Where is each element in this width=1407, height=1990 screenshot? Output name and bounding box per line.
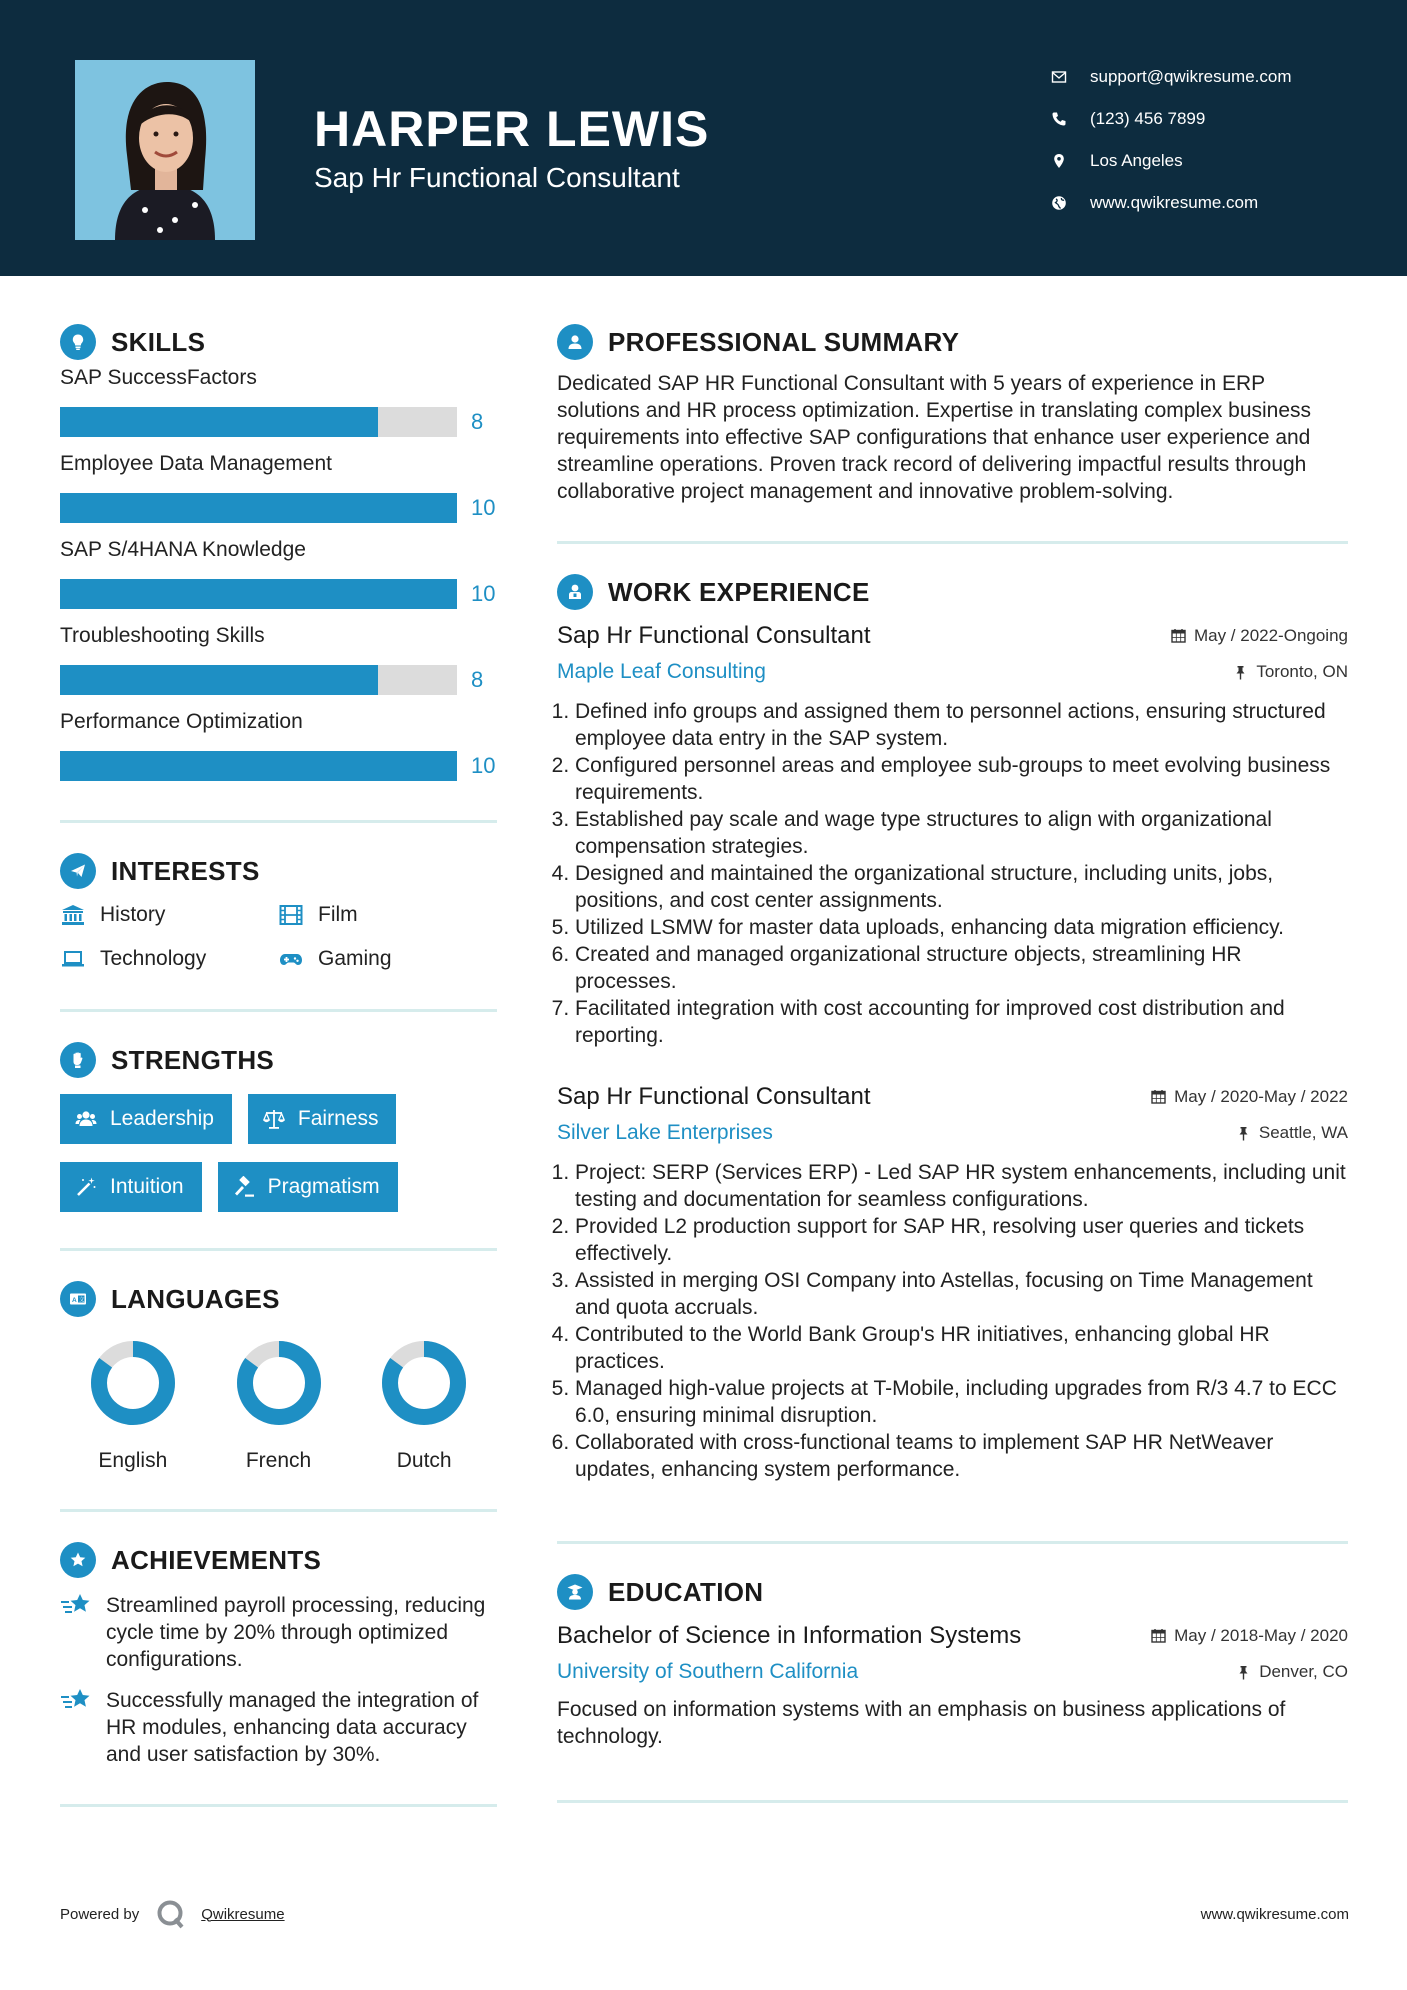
skill-bar-fill	[60, 751, 457, 781]
profile-photo-image	[75, 60, 255, 240]
education-dates-text: May / 2018-May / 2020	[1174, 1625, 1348, 1645]
briefcase-user-icon	[557, 574, 593, 610]
skill-name: Performance Optimization	[60, 710, 303, 733]
summary-title: PROFESSIONAL SUMMARY	[608, 326, 960, 357]
summary-section	[557, 322, 1348, 505]
interests-heading	[60, 851, 497, 891]
section-divider	[60, 1248, 497, 1251]
job-dates-text: May / 2022-Ongoing	[1193, 625, 1348, 645]
contact-website[interactable]	[1050, 182, 1292, 224]
contact-phone-text: (123) 456 7899	[1090, 109, 1206, 128]
job-bullet: 6. Collaborated with cross-functional teams to implement SAP HR NetWeaver updates, enhancing system performance.	[575, 1429, 1348, 1483]
job-location	[1233, 662, 1348, 682]
job-title: Sap Hr Functional Consultant	[557, 1083, 871, 1110]
job-entry	[557, 1083, 1348, 1483]
language-donut	[89, 1339, 177, 1427]
qwikresume-link[interactable]: Qwikresume	[201, 1905, 285, 1923]
pushpin-icon	[1233, 665, 1248, 680]
education-dates	[1151, 1626, 1348, 1646]
job-location-text: Seattle, WA	[1258, 1123, 1348, 1142]
powered-by-text: Powered by	[60, 1905, 140, 1923]
school-name: University of Southern California	[557, 1660, 859, 1683]
interest-label: Technology	[100, 947, 207, 970]
job-bullet: 7. Facilitated integration with cost accounting for improved cost distribution and reporting.	[575, 995, 1348, 1049]
education-entry	[557, 1622, 1348, 1750]
education-location	[1236, 1662, 1348, 1682]
skill-bar-fill	[60, 579, 457, 609]
language-item	[351, 1339, 497, 1473]
education-description: Focused on information systems with an emphasis on business applications of technology.	[557, 1698, 1286, 1748]
education-heading	[557, 1572, 1348, 1612]
achievement-text: Successfully managed the integration of HR modules, enhancing data accuracy and user satisfaction by 30%.	[106, 1689, 479, 1766]
strength-label: Fairness	[297, 1107, 379, 1130]
language-label: French	[245, 1449, 312, 1472]
job-location	[1236, 1123, 1348, 1143]
film-icon	[278, 904, 304, 926]
pushpin-icon	[1236, 1665, 1251, 1680]
candidate-title: Sap Hr Functional Consultant	[314, 162, 680, 193]
strength-tag	[248, 1094, 397, 1144]
user-circle-icon	[557, 324, 593, 360]
job-bullet: 2. Provided L2 production support for SAP HR, resolving user queries and tickets effectively.	[575, 1213, 1348, 1267]
contact-email-text: support@qwikresume.com	[1090, 67, 1292, 86]
lightbulb-icon	[60, 324, 96, 360]
skill-value: 10	[471, 495, 496, 520]
contact-location	[1050, 140, 1292, 182]
language-label: English	[98, 1449, 168, 1472]
contact-list	[1050, 56, 1292, 224]
achievement-item	[60, 1687, 497, 1768]
interest-label: Gaming	[318, 947, 392, 970]
skill-item	[60, 452, 497, 534]
globe-icon	[1050, 194, 1068, 212]
degree-title: Bachelor of Science in Information Systems	[557, 1622, 1022, 1649]
experience-title: WORK EXPERIENCE	[608, 576, 870, 607]
experience-heading	[557, 572, 1348, 612]
job-bullet: 4. Contributed to the World Bank Group's HR initiatives, enhancing global HR practices.	[575, 1321, 1348, 1375]
job-bullets	[557, 698, 1348, 1049]
strengths-heading	[60, 1040, 497, 1080]
language-list	[60, 1339, 497, 1473]
language-icon	[60, 1281, 96, 1317]
section-divider	[60, 1804, 497, 1807]
skills-heading	[60, 322, 497, 362]
interests-title: INTERESTS	[111, 855, 260, 886]
job-location-text: Toronto, ON	[1256, 662, 1348, 681]
skill-bar-fill	[60, 665, 378, 695]
resume-header	[0, 0, 1407, 276]
contact-phone[interactable]	[1050, 98, 1292, 140]
language-item	[60, 1339, 206, 1473]
summary-heading	[557, 322, 1348, 362]
calendar-icon	[1171, 628, 1186, 643]
company-name: Silver Lake Enterprises	[557, 1121, 773, 1144]
language-label: Dutch	[396, 1449, 452, 1472]
calendar-icon	[1151, 1089, 1166, 1104]
skill-bar	[60, 751, 457, 781]
skill-value: 10	[471, 753, 496, 778]
interest-label: Film	[318, 903, 358, 926]
contact-email[interactable]	[1050, 56, 1292, 98]
bank-icon	[60, 904, 86, 926]
language-donut	[235, 1339, 323, 1427]
skill-bar	[60, 407, 457, 437]
summary-text: Dedicated SAP HR Functional Consultant with 5 years of experience in ERP solutions and HR process optimization. Expertise in translating complex business requirements into effective SAP configurations that enhance user experience and streamline operations. Proven track record of delivering impactful results through collaborative project management and innovative problem-solving.	[557, 372, 1312, 503]
job-bullets	[557, 1159, 1348, 1483]
job-bullet: 3. Assisted in merging OSI Company into Astellas, focusing on Time Management and quota accruals.	[575, 1267, 1348, 1321]
languages-heading	[60, 1279, 497, 1319]
achievement-text: Streamlined payroll processing, reducing cycle time by 20% through optimized configurations.	[106, 1594, 486, 1671]
section-divider	[557, 1800, 1348, 1803]
interest-item	[278, 945, 496, 973]
interest-label: History	[100, 903, 166, 926]
achievements-heading	[60, 1540, 497, 1580]
footer-powered-by	[60, 1898, 285, 1930]
education-location-text: Denver, CO	[1259, 1662, 1348, 1681]
job-bullet: 5. Managed high-value projects at T-Mobile, including upgrades from R/3 4.7 to ECC 6.0, ensuring minimal disruption.	[575, 1375, 1348, 1429]
raised-fist-icon	[60, 1042, 96, 1078]
interest-item	[278, 901, 496, 929]
strengths-title: STRENGTHS	[111, 1044, 275, 1075]
strengths-section	[60, 1040, 497, 1212]
candidate-name: HARPER LEWIS	[314, 101, 710, 157]
pushpin-icon	[1236, 1126, 1251, 1141]
shooting-star-icon	[60, 1687, 94, 1715]
balance-scale-icon	[262, 1108, 286, 1130]
footer-url[interactable]: www.qwikresume.com	[1200, 1906, 1349, 1923]
skill-name: Employee Data Management	[60, 452, 332, 475]
skills-title: SKILLS	[111, 326, 206, 357]
company-name: Maple Leaf Consulting	[557, 660, 766, 683]
achievements-section	[60, 1540, 497, 1768]
strength-label: Pragmatism	[267, 1175, 380, 1198]
skill-value: 8	[471, 667, 484, 692]
strength-tag	[60, 1162, 202, 1212]
skill-bar-fill	[60, 493, 457, 523]
education-section	[557, 1572, 1348, 1750]
graduate-icon	[557, 1574, 593, 1610]
magic-wand-icon	[74, 1176, 98, 1198]
job-bullet: 4. Designed and maintained the organizational structure, including units, jobs, positions, and cost center assignments.	[575, 860, 1348, 914]
languages-title: LANGUAGES	[111, 1283, 280, 1314]
skill-item	[60, 538, 497, 620]
skill-name: SAP SuccessFactors	[60, 366, 257, 389]
skill-value: 8	[471, 409, 484, 434]
experience-section	[557, 572, 1348, 1483]
laptop-icon	[60, 948, 86, 970]
skill-item	[60, 710, 497, 792]
skill-bar	[60, 579, 457, 609]
education-title: EDUCATION	[608, 1576, 764, 1607]
language-donut	[380, 1339, 468, 1427]
profile-photo	[75, 60, 255, 240]
skill-name: Troubleshooting Skills	[60, 624, 265, 647]
strength-label: Leadership	[110, 1107, 214, 1130]
users-icon	[74, 1108, 98, 1130]
calendar-icon	[1151, 1628, 1166, 1643]
left-column	[60, 276, 497, 1807]
skill-value: 10	[471, 581, 496, 606]
phone-icon	[1050, 110, 1068, 128]
achievement-item	[60, 1592, 497, 1673]
job-dates	[1151, 1087, 1348, 1107]
job-title: Sap Hr Functional Consultant	[557, 622, 871, 649]
interests-section	[60, 851, 497, 973]
skill-bar	[60, 665, 457, 695]
languages-section	[60, 1279, 497, 1473]
gavel-icon	[232, 1176, 256, 1198]
job-bullet: 2. Configured personnel areas and employee sub-groups to meet evolving business requirements.	[575, 752, 1348, 806]
interest-item	[60, 901, 278, 929]
strength-tags	[60, 1094, 497, 1212]
job-bullet: 1. Project: SERP (Services ERP) - Led SAP HR system enhancements, including unit testing and documentation for seamless configurations.	[575, 1159, 1348, 1213]
contact-website-text: www.qwikresume.com	[1090, 193, 1259, 212]
skill-item	[60, 624, 497, 706]
shooting-star-icon	[60, 1592, 94, 1620]
envelope-icon	[1050, 68, 1068, 86]
job-bullet: 6. Created and managed organizational structure objects, streamlining HR processes.	[575, 941, 1348, 995]
job-dates-text: May / 2020-May / 2022	[1174, 1086, 1348, 1106]
skills-section	[60, 322, 497, 792]
strength-tag	[218, 1162, 398, 1212]
section-divider	[557, 1541, 1348, 1544]
job-entry	[557, 622, 1348, 1049]
section-divider	[557, 541, 1348, 544]
interest-item	[60, 945, 278, 973]
job-bullet: 5. Utilized LSMW for master data uploads, enhancing data migration efficiency.	[575, 914, 1348, 941]
strength-tag	[60, 1094, 232, 1144]
skill-bar	[60, 493, 457, 523]
star-badge-icon	[60, 1542, 96, 1578]
job-dates	[1171, 626, 1348, 646]
achievements-title: ACHIEVEMENTS	[111, 1544, 322, 1575]
section-divider	[60, 820, 497, 823]
svg-text:文: 文	[79, 1297, 85, 1304]
strength-label: Intuition	[110, 1175, 184, 1198]
contact-location-text: Los Angeles	[1090, 151, 1183, 170]
paper-plane-icon	[60, 853, 96, 889]
section-divider	[60, 1009, 497, 1012]
language-item	[206, 1339, 352, 1473]
svg-text:A: A	[72, 1297, 77, 1304]
qwikresume-logo-icon	[155, 1898, 187, 1930]
gamepad-icon	[278, 948, 304, 970]
skill-item	[60, 366, 497, 448]
skill-name: SAP S/4HANA Knowledge	[60, 538, 306, 561]
map-pin-icon	[1050, 152, 1068, 170]
job-bullet: 3. Established pay scale and wage type structures to align with organizational compensation strategies.	[575, 806, 1348, 860]
section-divider	[60, 1509, 497, 1512]
skill-bar-fill	[60, 407, 378, 437]
right-column	[557, 276, 1348, 1803]
interests-grid	[60, 901, 497, 973]
job-bullet: 1. Defined info groups and assigned them to personnel actions, ensuring structured employee data entry in the SAP system.	[575, 698, 1348, 752]
